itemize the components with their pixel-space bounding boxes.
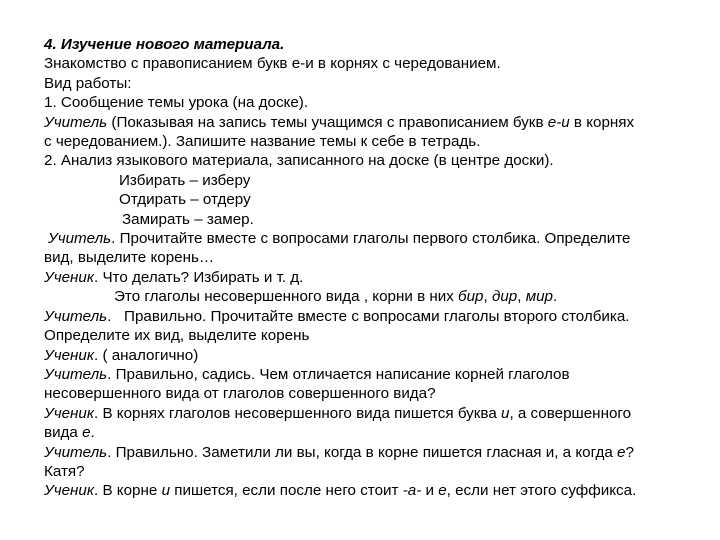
line13-text: . Что делать? Избирать и т. д. (94, 268, 304, 286)
suffix-a: -а- (402, 482, 422, 500)
text-line-4: 1. Сообщение темы урока (на доске). (44, 94, 309, 112)
letter-i: и (161, 482, 171, 500)
line24-text1: . В корне (94, 482, 162, 500)
text-line-11 (44, 229, 704, 248)
line15-text: . Правильно. Прочитайте вместе с вопросами глаголы второго столбика. (107, 307, 630, 325)
line14-end: . (553, 288, 558, 306)
letter-i: и (500, 404, 510, 422)
text-line-23: Катя? (44, 462, 85, 480)
section-heading: 4. Изучение нового материала. (44, 36, 285, 53)
line5-text2: в корнях (569, 113, 635, 131)
root-mir: мир (525, 288, 553, 306)
lesson-text (44, 35, 704, 501)
word-pair-1: Избирать – изберу (119, 171, 251, 189)
line24-text3: и (421, 482, 439, 500)
speaker-teacher: Учитель (44, 113, 108, 131)
speaker-teacher: Учитель (48, 230, 112, 248)
text-line-24 (44, 481, 704, 500)
line21-text: вида (44, 424, 83, 442)
speaker-student: Ученик (44, 482, 94, 500)
text-line-7: 2. Анализ языкового материала, записанного на доске (в центре доски). (44, 152, 554, 170)
text-line-2: Знакомство с правописанием букв е-и в корнях с чередованием. (44, 55, 501, 73)
line20-text1: . В корнях глаголов несовершенного вида пишется буква (94, 404, 501, 422)
text-line-6: с чередованием.). Запишите название темы к себе в тетрадь. (44, 133, 481, 151)
line17-text: . ( аналогично) (94, 346, 199, 364)
text-line-20 (44, 404, 704, 423)
text-line-12: вид, выделите корень… (44, 249, 215, 267)
speaker-student: Ученик (44, 404, 94, 422)
speaker-student: Ученик (44, 346, 94, 364)
line22-text1: . Правильно. Заметили ли вы, когда в корне пишется гласная и, а когда (107, 443, 617, 461)
line5-ei: е-и (547, 113, 570, 131)
line24-text2: пишется, если после него стоит (170, 482, 403, 500)
line11-text: . Прочитайте вместе с вопросами глаголы первого столбика. Определите (111, 230, 631, 248)
text-line-3: Вид работы: (44, 74, 132, 92)
text-line-15 (44, 307, 704, 326)
word-pair-2: Отдирать – отдеру (119, 191, 251, 209)
root-dir: дир (491, 288, 518, 306)
text-line-13 (44, 268, 704, 287)
line21-end: . (90, 424, 95, 442)
speaker-teacher: Учитель (44, 443, 108, 461)
speaker-teacher: Учитель (44, 307, 108, 325)
line20-text2: , а совершенного (509, 404, 632, 422)
comma-2: , (517, 288, 526, 306)
letter-e: е (617, 443, 626, 461)
line22-end: ? (625, 443, 634, 461)
speaker-student: Ученик (44, 268, 94, 286)
root-bir: бир (458, 288, 484, 306)
text-line-18 (44, 365, 704, 384)
letter-e: е (82, 424, 91, 442)
letter-e: е (438, 482, 447, 500)
line18-text: . Правильно, садись. Чем отличается написание корней глаголов (107, 365, 570, 383)
line5-text1: (Показывая на запись темы учащимся с правописанием букв (107, 113, 548, 131)
speaker-teacher: Учитель (44, 365, 108, 383)
text-line-17 (44, 346, 704, 365)
text-line-22 (44, 443, 704, 462)
text-line-5 (44, 113, 704, 132)
line14-text: Это глаголы несовершенного вида , корни в них (114, 288, 459, 306)
line24-text4: , если нет этого суффикса. (446, 482, 637, 500)
text-line-19: несовершенного вида от глаголов совершенного вида? (44, 385, 436, 403)
text-line-14 (44, 287, 704, 306)
comma-1: , (483, 288, 492, 306)
text-line-21 (44, 423, 704, 442)
word-pair-3: Замирать – замер. (122, 210, 254, 228)
text-line-16: Определите их вид, выделите корень (44, 327, 310, 345)
